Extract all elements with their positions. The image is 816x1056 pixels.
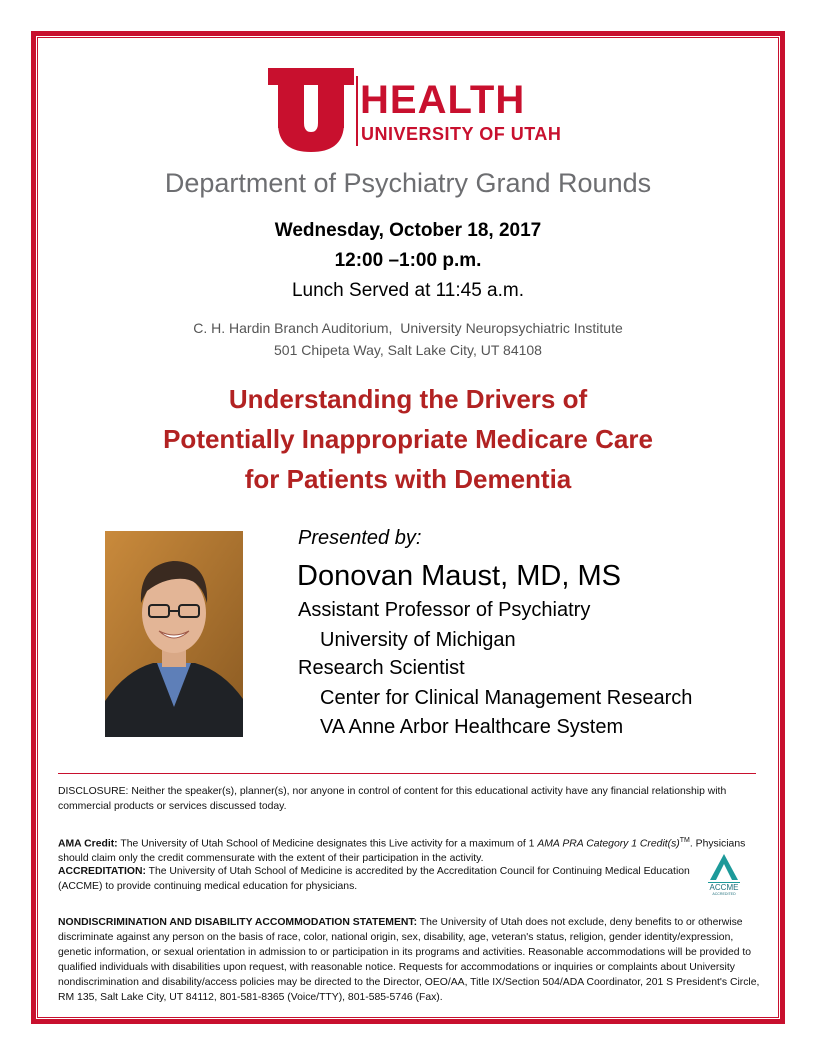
accreditation-statement: [58, 864, 698, 894]
speaker-name: Donovan Maust, MD, MS: [297, 560, 621, 592]
talk-title-line-1: Understanding the Drivers of: [228, 384, 588, 414]
speaker-affiliation-1: Assistant Professor of Psychiatry: [298, 599, 591, 621]
nondiscrimination-label: NONDISCRIMINATION AND DISABILITY ACCOMMODATION STATEMENT:: [58, 917, 418, 928]
logo-university-text: UNIVERSITY OF UTAH: [361, 124, 562, 144]
ama-credit-text-1: The University of Utah School of Medicine designates this Live activity for a maximum of 1: [117, 838, 538, 850]
ama-trademark: TM: [679, 837, 690, 844]
disclosure-statement: DISCLOSURE: Neither the speaker(s), planner(s), nor anyone in control of content for this educational activity have any financial relationship with commercial products or services discussed today.: [58, 786, 727, 812]
ama-credit-statement: [58, 833, 760, 866]
lunch-time: Lunch Served at 11:45 a.m.: [291, 280, 525, 301]
accme-label: ACCME: [709, 883, 739, 892]
speaker-affiliation-3: Research Scientist: [298, 657, 465, 679]
talk-title-line-3: for Patients with Dementia: [244, 464, 572, 494]
accreditation-text: The University of Utah School of Medicine is accredited by the Accreditation Council for Continuing Medical Education (ACCME) to provide continuing medical education for physicians.: [58, 866, 690, 892]
accreditation-label: ACCREDITATION:: [58, 866, 146, 877]
venue-name: C. H. Hardin Branch Auditorium, University Neuropsychiatric Institute: [193, 320, 623, 336]
nondiscrimination-statement: [58, 915, 760, 1005]
logo-health-text: HEALTH: [360, 78, 526, 122]
speaker-affiliation-5: VA Anne Arbor Healthcare System: [320, 716, 624, 738]
presented-by-label: Presented by:: [298, 527, 422, 549]
event-date: Wednesday, October 18, 2017: [274, 220, 542, 241]
accme-sublabel: ACCREDITED: [712, 892, 736, 896]
speaker-photo: [105, 531, 243, 737]
divider-rule: [58, 773, 756, 774]
venue-address: 501 Chipeta Way, Salt Lake City, UT 84108: [274, 342, 542, 358]
ama-credit-text-2: . Physicians should claim only the credit commensurate with the extent of their participation in the activity.: [58, 838, 746, 865]
speaker-affiliation-4: Center for Clinical Management Research: [320, 687, 693, 709]
department-title: Department of Psychiatry Grand Rounds: [164, 168, 652, 198]
accme-accredited-logo: [704, 852, 744, 896]
speaker-affiliation-2: University of Michigan: [320, 629, 516, 651]
ama-credit-italic: AMA PRA Category 1 Credit(s): [537, 838, 680, 850]
nondiscrimination-text: The University of Utah does not exclude, deny benefits to or otherwise discriminate against any person on the basis of race, color, national origin, sex, disability, age, veteran's status, religion, gender identity/expression, genetic information, or sexual orientation in admission to or participation in its programs and activities. Reasonable accommodations will be provided to qualified individuals with disabilities upon request, with reasonable notice. Requests for accommodations or inquiries or complaints about University nondiscrimination and disability/access policies may be directed to the Director, OEO/AA, Title IX/Section 504/ADA Coordinator, 201 S President's Circle, RM 135, Salt Lake City, UT 84112, 801-581-8365 (Voice/TTY), 801-585-5746 (Fax).: [58, 917, 760, 1003]
ama-credit-label: AMA Credit:: [58, 838, 118, 850]
event-time: 12:00 –1:00 p.m.: [334, 250, 482, 271]
talk-title-line-2: Potentially Inappropriate Medicare Care: [163, 424, 653, 454]
